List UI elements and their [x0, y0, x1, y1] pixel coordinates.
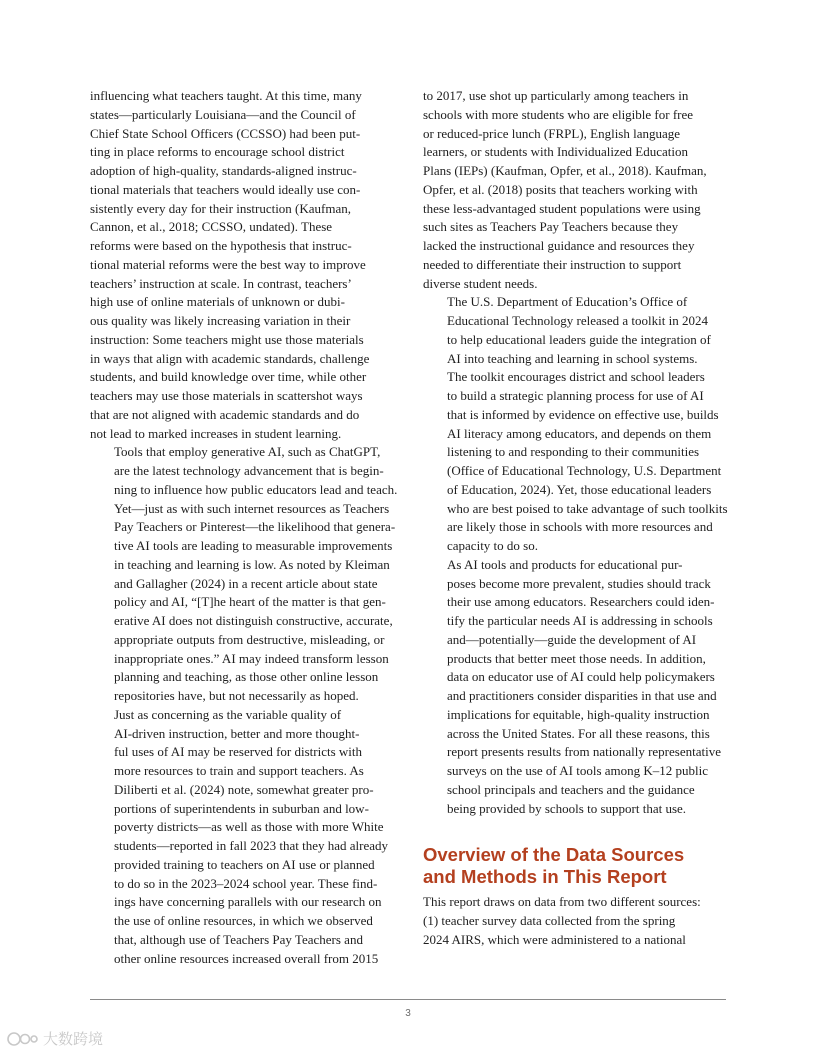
text-line: are the latest technology advancement that is begin- — [114, 463, 384, 478]
text-line: The U.S. Department of Education’s Office of — [447, 294, 688, 310]
text-line: tify the particular needs AI is addressing in schools — [447, 613, 713, 628]
text-line: This report draws on data from two different sources: — [423, 894, 701, 910]
text-line: to help educational leaders guide the integration of — [447, 331, 711, 347]
text-line: capacity to do so. — [447, 538, 538, 553]
text-line: not lead to marked increases in student learning. — [90, 425, 342, 441]
text-line: poses become more prevalent, studies should track — [447, 575, 711, 591]
text-line: AI literacy among educators, and depends on them — [447, 425, 712, 441]
text-line: more resources to train and support teachers. As — [114, 763, 364, 778]
text-line: to build a strategic planning process for use of AI — [447, 388, 704, 403]
text-line: Diliberti et al. (2024) note, somewhat greater pro- — [114, 781, 374, 797]
text-line: provided training to teachers on AI use or planned — [114, 856, 375, 872]
text-line: needed to differentiate their instruction to support — [423, 256, 682, 272]
text-line: ous quality was likely increasing variation in their — [90, 313, 351, 328]
paragraph-right-2 — [423, 293, 729, 556]
text-line: are likely those in schools with more resources and — [447, 519, 713, 535]
paragraph-left-2 — [90, 443, 398, 706]
text-line: students—reported in fall 2023 that they had already — [114, 838, 389, 853]
text-line: their use among educators. Researchers could iden- — [447, 594, 715, 610]
text-line: lacked the instructional guidance and resources they — [423, 238, 695, 253]
text-line: data on educator use of AI could help policymakers — [447, 669, 715, 685]
paragraph-right-1 — [423, 87, 729, 293]
text-line: and—potentially—guide the development of AI — [447, 631, 697, 647]
text-line: planning and teaching, as those other online lesson — [114, 669, 379, 685]
watermark-logo-icon — [6, 1029, 40, 1049]
text-line: surveys on the use of AI tools among K–12 public — [447, 763, 709, 778]
text-line: (1) teacher survey data collected from the spring — [423, 913, 676, 928]
text-line: these less-advantaged student populations were using — [423, 200, 701, 216]
text-line: reforms were based on the hypothesis that instruc- — [90, 238, 352, 253]
text-line: poverty districts—as well as those with more White — [114, 819, 384, 835]
text-line: high use of online materials of unknown or dubi- — [90, 294, 345, 310]
section-heading-line-2: and Methods in This Report — [423, 866, 667, 888]
text-line: Yet—just as with such internet resources as Teachers — [114, 500, 390, 516]
text-line: Educational Technology released a toolkit in 2024 — [447, 313, 708, 328]
section-heading-line-1: Overview of the Data Sources — [423, 844, 685, 866]
text-line: in teaching and learning is low. As noted by Kleiman — [114, 556, 390, 572]
paragraph-left-3 — [90, 706, 394, 969]
text-line: products that better meet those needs. In addition, — [447, 650, 706, 666]
text-line: ful uses of AI may be reserved for districts with — [114, 744, 363, 760]
text-line: As AI tools and products for educational pur- — [447, 556, 683, 572]
text-line: report presents results from nationally representative — [447, 744, 721, 760]
text-line: Chief State School Officers (CCSSO) had been put- — [90, 125, 361, 141]
text-line: and practitioners consider disparities in that use and — [447, 688, 717, 703]
text-line: sistently every day for their instruction (Kaufman, — [90, 200, 352, 216]
text-line: Just as concerning as the variable quality of — [114, 706, 342, 722]
text-line: tional material reforms were the best way to improve — [90, 256, 366, 272]
text-line: or reduced-price lunch (FRPL), English language — [423, 125, 681, 141]
text-line: ings have concerning parallels with our research on — [114, 894, 382, 910]
text-line: 2024 AIRS, which were administered to a national — [423, 931, 686, 947]
text-line: the use of online resources, in which we observed — [114, 913, 373, 928]
text-line: influencing what teachers taught. At this time, many — [90, 88, 362, 103]
text-line: AI-driven instruction, better and more thought- — [114, 725, 360, 741]
text-line: school principals and teachers and the guidance — [447, 781, 695, 797]
text-line: other online resources increased overall from 2015 — [114, 950, 379, 966]
text-line: such sites as Teachers Pay Teachers because they — [423, 219, 679, 235]
text-line: (Office of Educational Technology, U.S. Department — [447, 463, 722, 478]
right-column — [423, 87, 729, 950]
text-line: Plans (IEPs) (Kaufman, Opfer, et al., 2018). Kaufman, — [423, 163, 707, 178]
text-line: schools with more students who are eligible for free — [423, 106, 694, 122]
watermark-text: 大数跨境 — [43, 1030, 104, 1048]
text-line: The toolkit encourages district and school leaders — [447, 369, 705, 385]
text-line: of Education, 2024). Yet, those educational leaders — [447, 481, 712, 497]
text-line: teachers may use those materials in scattershot ways — [90, 388, 363, 403]
text-line: teachers’ instruction at scale. In contrast, teachers’ — [90, 275, 352, 291]
text-line: Pay Teachers or Pinterest—the likelihood that genera- — [114, 519, 396, 535]
text-line: adoption of high-quality, standards-aligned instruc- — [90, 163, 357, 178]
text-line: inappropriate ones.” AI may indeed transform lesson — [114, 650, 389, 666]
text-line: repositories have, but not necessarily as hoped. — [114, 688, 359, 703]
text-line: appropriate outputs from destructive, misleading, or — [114, 631, 385, 647]
text-line: Opfer, et al. (2018) posits that teachers working with — [423, 181, 698, 197]
text-line: portions of superintendents in suburban and low- — [114, 800, 369, 816]
paragraph-right-3 — [423, 556, 729, 819]
footer-divider — [90, 999, 726, 1000]
text-line: instruction: Some teachers might use those materials — [90, 331, 364, 347]
text-line: policy and AI, “[T]he heart of the matter is that gen- — [114, 594, 386, 610]
text-line: who are best poised to take advantage of such toolkits — [447, 500, 728, 516]
text-line: erative AI does not distinguish constructive, accurate, — [114, 613, 393, 628]
page-number: 3 — [405, 1008, 411, 1019]
paragraph-left-1 — [90, 87, 394, 443]
text-line: ning to influence how public educators lead and teach. — [114, 481, 398, 497]
text-line: being provided by schools to support that use. — [447, 800, 687, 816]
text-line: to 2017, use shot up particularly among teachers in — [423, 88, 689, 103]
left-column — [90, 87, 398, 968]
text-line: learners, or students with Individualized Education — [423, 144, 688, 160]
text-line: across the United States. For all these reasons, this — [447, 725, 710, 741]
text-line: Cannon, et al., 2018; CCSSO, undated). These — [90, 219, 333, 235]
text-line: that are not aligned with academic standards and do — [90, 406, 360, 422]
text-line: to do so in the 2023–2024 school year. These find- — [114, 875, 378, 891]
text-line: that is informed by evidence on effective use, builds — [447, 406, 719, 422]
text-line: tional materials that teachers would ideally use con- — [90, 181, 361, 197]
text-line: Tools that employ generative AI, such as ChatGPT, — [114, 444, 381, 460]
text-line: and Gallagher (2024) in a recent article about state — [114, 575, 378, 591]
text-line: listening to and responding to their communities — [447, 444, 700, 460]
text-line: ting in place reforms to encourage school district — [90, 144, 345, 160]
watermark — [6, 1028, 103, 1049]
text-line: diverse student needs. — [423, 275, 538, 291]
paragraph-right-4 — [423, 893, 729, 949]
text-line: tive AI tools are leading to measurable improvements — [114, 538, 393, 553]
text-line: in ways that align with academic standards, challenge — [90, 350, 370, 366]
text-line: students, and build knowledge over time, while other — [90, 369, 367, 385]
text-line: states—particularly Louisiana—and the Council of — [90, 106, 356, 122]
text-line: implications for equitable, high-quality instruction — [447, 706, 710, 722]
text-line: AI into teaching and learning in school systems. — [447, 350, 698, 366]
text-line: that, although use of Teachers Pay Teachers and — [114, 931, 363, 947]
section-heading — [423, 844, 729, 888]
